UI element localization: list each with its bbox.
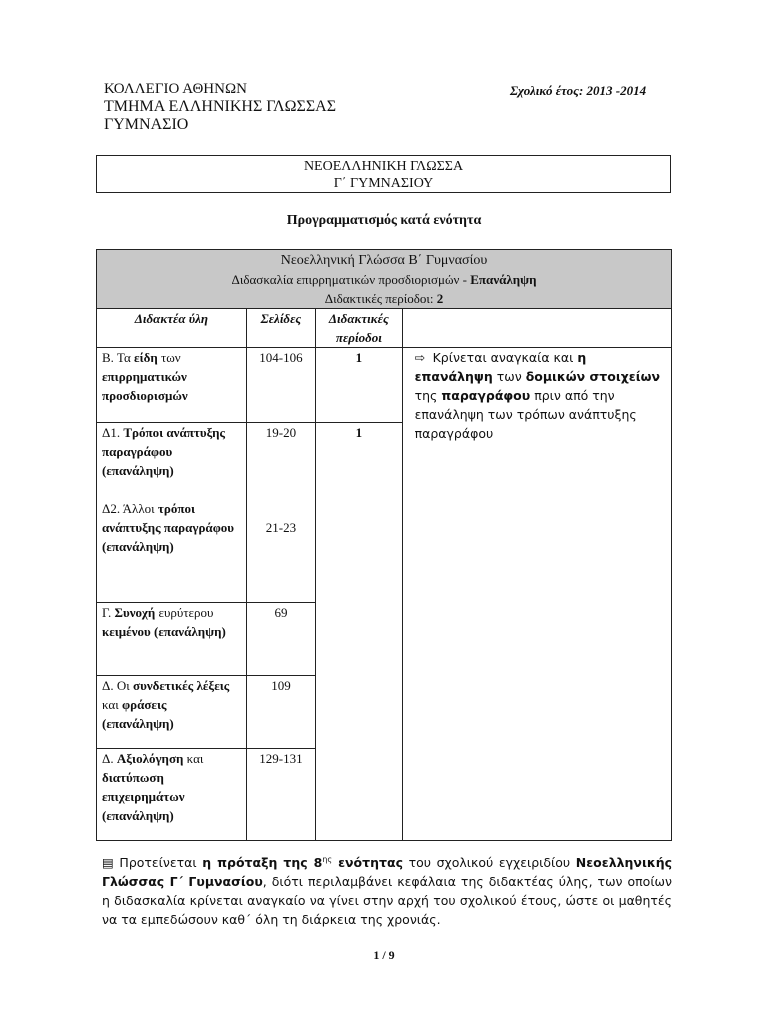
page-number: 1 / 9	[373, 948, 395, 962]
school-year: Σχολικό έτος: 2013 -2014	[510, 83, 647, 98]
material-cell: Β. Τα είδη των επιρρηματικών προσδιορισμών	[97, 348, 247, 423]
department-name: ΤΜΗΜΑ ΕΛΛΗΝΙΚΗΣ ΓΛΩΣΣΑΣ	[104, 98, 337, 115]
table-row	[97, 348, 672, 423]
col-header-periods: Διδακτικές περίοδοι	[316, 309, 402, 348]
school-level: ΓΥΜΝΑΣΙΟ	[104, 116, 189, 133]
table-head-title: Νεοελληνική Γλώσσα Β΄ Γυμνασίου	[280, 253, 488, 268]
note-cell: ⇨ Κρίνεται αναγκαία και η επανάληψη των δομικών στοιχείων της παραγράφου πριν από την επανάληψη των τρόπων ανάπτυξης παραγράφου	[402, 348, 671, 841]
pages-cell: 19-20 21-23	[246, 423, 315, 603]
material-cell: Δ. Αξιολόγηση και διατύπωση επιχειρημάτων (επανάληψη)	[97, 749, 247, 841]
table-head-periods: Διδακτικές περίοδοι: 2	[324, 291, 444, 306]
pages-cell: 129-131	[246, 749, 315, 841]
note-icon: ▤	[102, 855, 114, 871]
pages-cell: 109	[246, 676, 315, 749]
pages-cell: 69	[246, 603, 315, 676]
syllabus-table	[96, 249, 672, 841]
document-header	[104, 80, 336, 134]
periods-cell: 1	[316, 348, 402, 423]
col-header-notes	[402, 309, 671, 348]
recommendation-note: ▤ Προτείνεται η πρόταξη της $8^{\eta\varsigma}$ ενότητας του σχολικού εγχειριδίου Νεοελληνικής Γλώσσας Γ΄ Γυμνασίου, διότι περιλαμβάνει κεφάλαια της διδακτέας ύλης, των οποίων η διδασκαλία κρίνεται αναγκαίο να γίνει στην αρχή του σχολικού έτους, ώστε οι μαθητές να τα εμπεδώσουν καθ΄ όλη τη διάρκεια της χρονιάς.	[102, 855, 673, 928]
column-headers	[97, 309, 672, 348]
col-header-pages: Σελίδες	[246, 309, 315, 348]
col-header-material: Διδακτέα ύλη	[97, 309, 247, 348]
pages-cell: 104-106	[246, 348, 315, 423]
material-cell: Δ1. Τρόποι ανάπτυξης παραγράφου (επανάληψη) Δ2. Άλλοι τρόποι ανάπτυξης παραγράφου (επανάληψη)	[97, 423, 247, 603]
material-cell: Γ. Συνοχή ευρύτερου κειμένου (επανάληψη)	[97, 603, 247, 676]
school-name: ΚΟΛΛΕΓΙΟ ΑΘΗΝΩΝ	[104, 81, 247, 97]
table-head-subtitle: Διδασκαλία επιρρηματικών προσδιορισμών - Επανάληψη	[231, 272, 537, 287]
periods-cell: 1	[316, 423, 402, 841]
subject-box	[96, 155, 671, 193]
subject-line-1: ΝΕΟΕΛΛΗΝΙΚΗ ΓΛΩΣΣΑ	[303, 159, 464, 174]
table-head	[97, 250, 672, 309]
material-cell: Δ. Οι συνδετικές λέξεις και φράσεις (επανάληψη)	[97, 676, 247, 749]
plan-title: Προγραμματισμός κατά ενότητα	[286, 213, 482, 228]
subject-line-2: Γ΄ ΓΥΜΝΑΣΙΟΥ	[333, 176, 434, 191]
arrow-right-icon: ⇨	[414, 350, 426, 365]
